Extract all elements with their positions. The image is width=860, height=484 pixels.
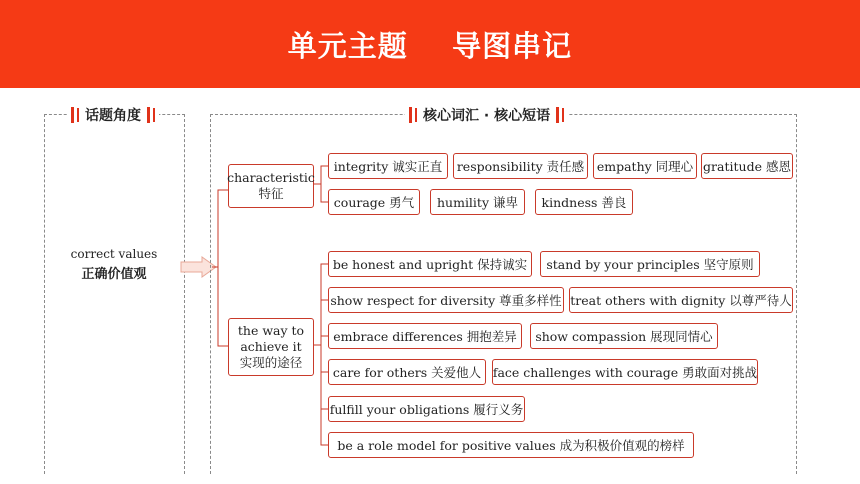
phrase-item: show respect for diversity 尊重多样性: [328, 287, 564, 313]
topic-panel-title-text: 话题角度: [85, 108, 141, 124]
phrase-item: show compassion 展现同情心: [530, 323, 718, 349]
vocab-item: kindness 善良: [535, 189, 633, 215]
phrase-item: be a role model for positive values 成为积极价值观的榜样: [328, 432, 694, 458]
category-way-en-2: achieve it: [240, 339, 302, 354]
phrase-item: be honest and upright 保持诚实: [328, 251, 532, 277]
vocab-item: humility 谦卑: [430, 189, 525, 215]
phrase-item: treat others with dignity 以尊严待人: [569, 287, 793, 313]
vocab-item: empathy 同理心: [593, 153, 697, 179]
category-characteristic-zh: 特征: [258, 186, 284, 201]
category-characteristic-en: characteristic: [227, 170, 315, 185]
phrase-item: face challenges with courage 勇敢面对挑战: [492, 359, 758, 385]
category-way: [228, 318, 314, 376]
central-topic-zh: 正确价值观: [81, 267, 147, 282]
category-characteristic: [228, 164, 314, 208]
category-way-zh: 实现的途径: [239, 355, 303, 370]
vocab-item: responsibility 责任感: [453, 153, 588, 179]
central-topic-en: correct values: [70, 247, 158, 261]
vocab-item: courage 勇气: [328, 189, 420, 215]
page-title: 单元主题 导图串记: [287, 28, 573, 63]
phrase-item: stand by your principles 坚守原则: [540, 251, 760, 277]
vocab-item: gratitude 感恩: [701, 153, 793, 179]
vocab-panel-title-text: 核心词汇 · 核心短语: [423, 108, 551, 124]
category-way-en-1: the way to: [237, 323, 305, 338]
phrase-item: embrace differences 拥抱差异: [328, 323, 522, 349]
phrase-item: care for others 关爱他人: [328, 359, 486, 385]
vocab-item: integrity 诚实正直: [328, 153, 448, 179]
phrase-item: fulfill your obligations 履行义务: [328, 396, 525, 422]
